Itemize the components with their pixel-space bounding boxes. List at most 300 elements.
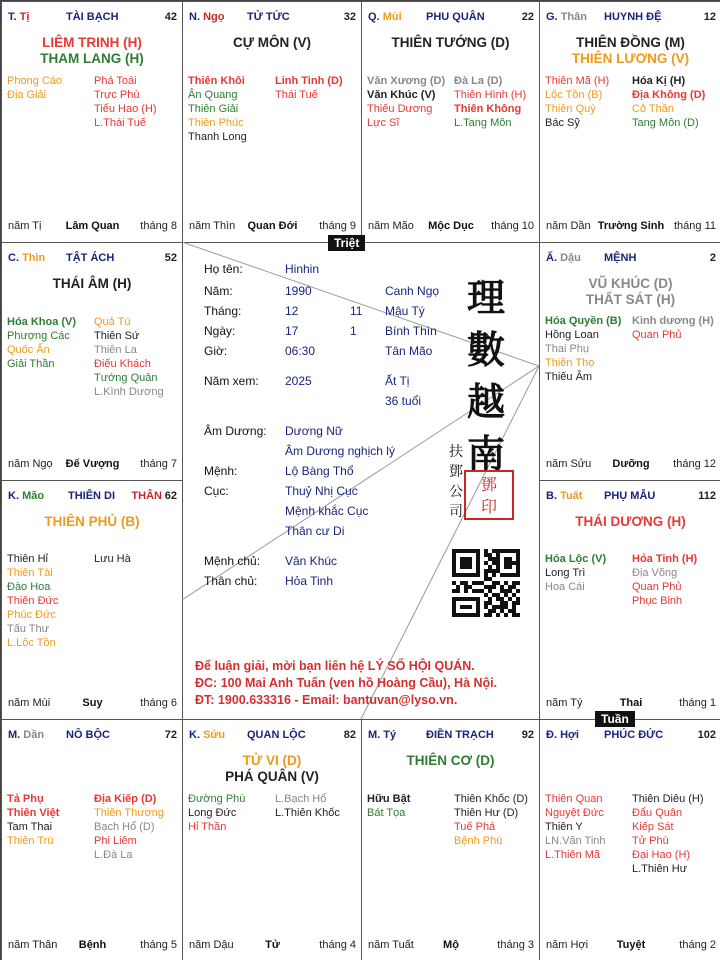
main-star: VŨ KHÚC (D) xyxy=(588,276,673,291)
minor-star: Quan Phủ xyxy=(632,329,682,341)
tuoi: 36 tuổi xyxy=(385,394,422,408)
minor-stars-left xyxy=(545,74,609,130)
minor-star: Thiếu Dương xyxy=(367,103,433,115)
minor-star: Thái Tuế xyxy=(275,89,318,101)
minor-star: Bát Tọa xyxy=(367,807,406,819)
minor-star: Lộc Tồn (B) xyxy=(545,89,603,101)
palace-year: năm Dậu xyxy=(189,939,234,951)
palace-name: PHỤ MẪU xyxy=(604,490,656,502)
truong-sinh: Bệnh xyxy=(78,939,107,951)
palace-name: PHÚC ĐỨC xyxy=(604,729,664,741)
palace-can: B. xyxy=(546,490,557,502)
main-star: THIÊN PHỦ (B) xyxy=(44,514,140,529)
palace-than[interactable] xyxy=(539,1,720,243)
minor-star: Đường Phù xyxy=(188,793,246,805)
palace-header xyxy=(368,11,534,25)
contact-line: ĐT: 1900.633316 - Email: bantuvan@lyso.vn. xyxy=(195,693,458,707)
minor-star: Thanh Long xyxy=(188,131,247,143)
minor-star: Đại Hao (H) xyxy=(632,849,691,861)
palace-ngo[interactable] xyxy=(182,1,362,243)
minor-star: Lực Sĩ xyxy=(367,117,400,129)
palace-can: K. xyxy=(8,490,19,502)
palace-name: MỆNH xyxy=(604,252,637,264)
minor-stars-right xyxy=(632,792,704,876)
palace-can-chi xyxy=(8,252,45,264)
palace-chi: Sửu xyxy=(203,729,226,741)
minor-star: Giải Thần xyxy=(7,358,55,370)
minor-star: Thiên Mã (H) xyxy=(545,75,610,87)
menhchu-label: Mệnh chủ: xyxy=(204,554,261,568)
truong-sinh: Tử xyxy=(265,939,280,951)
minor-star: Trực Phù xyxy=(94,89,140,101)
truong-sinh: Dưỡng xyxy=(612,458,650,470)
palace-chi: Tị xyxy=(19,11,30,23)
ngay-label: Ngày: xyxy=(204,324,236,338)
palace-name: ĐIỀN TRẠCH xyxy=(426,729,494,741)
palace-name: QUAN LỘC xyxy=(247,729,306,741)
minor-stars-left xyxy=(7,792,59,848)
thanchu-label: Thân chủ: xyxy=(204,574,258,588)
minor-star: Thiên Đức xyxy=(7,595,59,607)
minor-star: Thiên Hình (H) xyxy=(454,89,527,101)
minor-star: Quốc Ấn xyxy=(7,344,50,356)
main-star: THIÊN ĐỒNG (M) xyxy=(576,35,685,50)
truong-sinh: Thai xyxy=(619,697,643,709)
palace-age: 62 xyxy=(164,490,177,502)
small-char: 鄧 xyxy=(449,464,463,480)
cuc1: Thuỷ Nhị Cục xyxy=(285,484,358,498)
minor-stars-right xyxy=(632,552,697,608)
cuc-label: Cục: xyxy=(204,484,229,498)
minor-stars-right xyxy=(94,552,131,566)
palace-can-chi xyxy=(8,729,44,741)
palace-chi: Hợi xyxy=(560,729,579,741)
minor-star: Thiên Diêu (H) xyxy=(632,793,704,805)
minor-star: L.Đà La xyxy=(94,849,133,861)
minor-star: Hóa Khoa (V) xyxy=(7,316,77,328)
minor-stars-left xyxy=(7,315,76,371)
palace-year: năm Tuất xyxy=(368,939,414,951)
minor-star: Long Đức xyxy=(188,807,237,819)
namxem-label: Năm xem: xyxy=(204,374,259,388)
minor-star: Cô Thần xyxy=(632,103,674,115)
minor-star: Thiên Tài xyxy=(7,567,53,579)
main-stars xyxy=(2,276,182,292)
minor-star: L.Bạch Hổ xyxy=(275,793,327,805)
palace-chi: Mão xyxy=(22,490,45,502)
palace-dan[interactable] xyxy=(1,719,183,960)
main-stars xyxy=(362,35,539,51)
minor-star: Bạch Hổ (D) xyxy=(94,821,155,833)
palace-header xyxy=(189,729,356,743)
main-stars xyxy=(540,35,720,67)
palace-suu[interactable] xyxy=(182,719,362,960)
palace-age: 32 xyxy=(343,11,356,23)
minor-stars-right xyxy=(275,792,340,820)
minor-star: Tử Phù xyxy=(632,835,669,847)
menhchu: Văn Khúc xyxy=(285,554,338,568)
palace-chi: Tuất xyxy=(560,490,583,502)
minor-star: Phúc Đức xyxy=(7,609,56,621)
thang: 12 xyxy=(285,304,299,318)
main-stars xyxy=(2,514,182,530)
minor-stars-right xyxy=(454,74,526,130)
truong-sinh: Quan Đới xyxy=(247,220,298,232)
main-stars xyxy=(540,514,720,530)
minor-star: L.Tang Môn xyxy=(454,117,512,129)
main-star: THIÊN CƠ (D) xyxy=(406,753,495,768)
palace-header xyxy=(8,11,177,25)
minor-star: Thiếu Âm xyxy=(545,371,593,383)
palace-footer xyxy=(8,458,177,472)
palace-footer xyxy=(546,697,716,711)
palace-year: năm Thìn xyxy=(189,220,236,232)
main-star: LIÊM TRINH (H) xyxy=(42,35,142,50)
tuan-badge: Tuần xyxy=(595,711,635,727)
palace-chi: Thìn xyxy=(22,252,46,264)
truong-sinh: Tuyệt xyxy=(616,939,646,951)
palace-can-chi xyxy=(368,11,402,23)
palace-footer xyxy=(189,220,356,234)
minor-stars-right xyxy=(454,792,528,848)
thang-am: 11 xyxy=(350,304,363,318)
cuc3: Thân cư Di xyxy=(285,524,345,538)
minor-star: Hóa Kị (H) xyxy=(632,75,686,87)
calligraphy-char: 越 xyxy=(467,379,506,424)
palace-age: 52 xyxy=(164,252,177,264)
palace-year: năm Tý xyxy=(546,697,583,709)
minor-star: Kình dương (H) xyxy=(632,315,714,327)
small-char: 公 xyxy=(449,484,463,500)
minor-stars-left xyxy=(7,74,62,102)
minor-star: Văn Khúc (V) xyxy=(367,89,436,101)
palace-footer xyxy=(546,220,716,234)
minor-star: Thiên Khốc (D) xyxy=(454,793,528,805)
main-stars xyxy=(2,35,182,67)
palace-age: 102 xyxy=(697,729,716,741)
palace-than-marker: THÂN xyxy=(131,490,162,502)
palace-month: tháng 3 xyxy=(497,939,534,951)
minor-star: L.Thái Tuế xyxy=(94,117,146,129)
palace-ty[interactable] xyxy=(361,719,540,960)
namxem-cc: Ất Tị xyxy=(385,374,410,388)
minor-star: Hỏa Tinh (H) xyxy=(632,553,698,565)
palace-year: năm Sửu xyxy=(546,458,592,470)
minor-star: Thiên Thương xyxy=(94,807,165,819)
ho-ten-label: Họ tên: xyxy=(204,262,243,276)
minor-star: Hỉ Thần xyxy=(188,821,227,833)
main-stars xyxy=(183,35,361,51)
minor-star: Đà La (D) xyxy=(454,75,503,87)
palace-can-chi xyxy=(546,490,582,502)
minor-star: Hữu Bật xyxy=(367,793,411,805)
center-info xyxy=(182,242,539,719)
palace-footer xyxy=(8,697,177,711)
minor-star: Hóa Quyền (B) xyxy=(545,315,622,327)
truong-sinh: Trường Sinh xyxy=(597,220,665,232)
minor-star: Tấu Thư xyxy=(7,623,50,635)
main-star: TỬ VI (D) xyxy=(242,753,302,768)
minor-star: LN.Văn Tinh xyxy=(545,835,606,847)
minor-star: Đẩu Quân xyxy=(632,807,683,819)
minor-stars-left xyxy=(367,74,445,130)
namxem: 2025 xyxy=(285,374,312,388)
minor-star: Thiên Sứ xyxy=(94,330,140,342)
palace-chi: Dậu xyxy=(560,252,581,264)
contact-line: ĐC: 100 Mai Anh Tuấn (ven hồ Hoàng Cầu), Hà Nội. xyxy=(195,676,498,690)
palace-month: tháng 4 xyxy=(319,939,356,951)
truong-sinh: Suy xyxy=(82,697,103,709)
minor-star: Hồng Loan xyxy=(545,329,599,341)
small-char: 扶 xyxy=(449,444,463,460)
minor-star: Thiên Việt xyxy=(7,807,60,819)
palace-header xyxy=(546,729,716,743)
main-star: THIÊN LƯƠNG (V) xyxy=(571,51,690,66)
palace-name: HUYNH ĐỆ xyxy=(604,11,662,23)
minor-star: Thiên Trù xyxy=(7,835,54,847)
palace-age: 92 xyxy=(521,729,534,741)
palace-month: tháng 10 xyxy=(491,220,534,232)
main-star: THAM LANG (H) xyxy=(40,51,144,66)
palace-chi: Mùi xyxy=(382,11,402,23)
palace-year: năm Mão xyxy=(368,220,414,232)
minor-stars-left xyxy=(545,314,621,384)
minor-star: Kiếp Sát xyxy=(632,821,674,833)
minor-stars-left xyxy=(7,552,58,650)
minor-star: Thiên Không xyxy=(454,103,522,115)
main-stars xyxy=(540,276,720,308)
calligraphy-char: 數 xyxy=(467,327,506,372)
palace-name: PHU QUÂN xyxy=(426,11,485,23)
palace-footer xyxy=(368,220,534,234)
minor-star: Ân Quang xyxy=(188,89,238,101)
ngay: 17 xyxy=(285,324,299,338)
minor-star: Phượng Các xyxy=(7,330,70,342)
palace-year: năm Mùi xyxy=(8,697,51,709)
ho-ten: Hinhin xyxy=(285,262,320,276)
minor-star: Thiên Hỉ xyxy=(7,553,48,565)
ngay-am: 1 xyxy=(350,324,357,338)
palace-month: tháng 6 xyxy=(140,697,177,709)
palace-footer xyxy=(546,939,716,953)
minor-stars-left xyxy=(188,792,245,834)
main-star: CỰ MÔN (V) xyxy=(233,35,311,50)
palace-month: tháng 8 xyxy=(140,220,177,232)
minor-star: Điếu Khách xyxy=(94,358,151,370)
minor-star: Bệnh Phù xyxy=(454,835,503,847)
minor-star: Địa Võng xyxy=(632,567,678,579)
palace-month: tháng 12 xyxy=(673,458,716,470)
palace-year: năm Thân xyxy=(8,939,58,951)
palace-age: 112 xyxy=(698,490,716,502)
palace-name: TẬT ÁCH xyxy=(66,252,115,264)
palace-can-chi xyxy=(189,729,225,741)
palace-month: tháng 2 xyxy=(679,939,716,951)
palace-dau[interactable] xyxy=(539,242,720,481)
minor-star: Tuế Phá xyxy=(454,821,496,833)
minor-stars-left xyxy=(367,792,410,820)
nam: 1990 xyxy=(285,284,312,298)
minor-star: Quả Tú xyxy=(94,316,131,328)
menh: Lộ Bàng Thổ xyxy=(285,464,354,478)
cuc2: Mệnh khắc Cục xyxy=(285,504,369,518)
palace-footer xyxy=(8,939,177,953)
minor-star: Tiểu Hao (H) xyxy=(94,103,157,115)
palace-month: tháng 11 xyxy=(673,220,716,232)
thanchu: Hỏa Tinh xyxy=(285,574,334,588)
minor-star: Tả Phụ xyxy=(7,793,44,805)
palace-can-chi xyxy=(546,729,579,741)
palace-footer xyxy=(8,220,177,234)
triet-badge: Triệt xyxy=(328,235,365,251)
truong-sinh: Mộ xyxy=(443,939,459,951)
palace-can: M. xyxy=(368,729,381,741)
nam-label: Năm: xyxy=(204,284,233,298)
palace-header xyxy=(546,252,716,266)
main-star: THÁI DƯƠNG (H) xyxy=(575,514,686,529)
gio: 06:30 xyxy=(285,344,316,358)
palace-can-chi xyxy=(546,11,587,23)
palace-year: năm Tị xyxy=(8,220,42,232)
main-stars xyxy=(183,753,361,785)
minor-stars-left xyxy=(188,74,247,144)
minor-stars-right xyxy=(632,314,714,342)
ngay-cc: Bính Thìn xyxy=(385,324,437,338)
minor-star: Linh Tinh (D) xyxy=(275,75,343,87)
truong-sinh: Đế Vượng xyxy=(65,458,120,470)
minor-star: Tướng Quân xyxy=(94,372,158,384)
palace-header xyxy=(8,490,177,504)
minor-star: Phong Cáo xyxy=(7,75,63,87)
minor-stars-right xyxy=(94,792,164,862)
palace-tuat[interactable] xyxy=(539,480,720,720)
minor-stars-left xyxy=(545,792,606,862)
palace-header xyxy=(189,11,356,25)
minor-star: Thiên Thọ xyxy=(545,357,595,369)
minor-star: L.Kình Dương xyxy=(94,386,164,398)
red-seal-icon: 鄧 印 xyxy=(464,470,514,520)
thang-label: Tháng: xyxy=(204,304,242,318)
main-stars xyxy=(362,753,539,769)
minor-star: Thiên Hư (D) xyxy=(454,807,519,819)
minor-star: L.Thiên Mã xyxy=(545,849,601,861)
main-star: THIÊN TƯỚNG (D) xyxy=(391,35,510,50)
palace-age: 22 xyxy=(521,11,534,23)
palace-header xyxy=(8,252,177,266)
palace-chi: Tý xyxy=(383,729,397,741)
palace-footer xyxy=(368,939,534,953)
palace-age: 12 xyxy=(703,11,716,23)
minor-star: Tam Thai xyxy=(7,821,53,833)
main-star: PHÁ QUÂN (V) xyxy=(225,769,319,784)
palace-age: 82 xyxy=(343,729,356,741)
nam-cc: Canh Ngọ xyxy=(385,284,440,298)
minor-star: Thiên Y xyxy=(545,821,583,833)
palace-can: M. xyxy=(8,729,21,741)
minor-star: Thiên Quan xyxy=(545,793,603,805)
minor-star: Quan Phủ xyxy=(632,581,682,593)
minor-star: Hóa Lộc (V) xyxy=(545,553,607,565)
minor-stars-right xyxy=(632,74,705,130)
minor-star: Long Trì xyxy=(545,567,586,579)
minor-stars-right xyxy=(275,74,343,102)
minor-star: Lưu Hà xyxy=(94,553,131,565)
palace-year: năm Hợi xyxy=(546,939,589,951)
palace-can: G. xyxy=(546,11,558,23)
palace-can-chi xyxy=(8,11,29,23)
palace-header xyxy=(8,729,177,743)
palace-chi: Dần xyxy=(23,729,45,741)
palace-year: năm Ngọ xyxy=(8,458,53,470)
minor-star: Phục Binh xyxy=(632,595,683,607)
palace-can: Ấ. xyxy=(546,252,557,264)
calligraphy-char: 南 xyxy=(467,431,506,476)
menh-label: Mệnh: xyxy=(204,464,238,478)
truong-sinh: Mộc Dục xyxy=(428,220,474,232)
minor-star: Thiên Quý xyxy=(545,103,596,115)
minor-star: Văn Xương (D) xyxy=(367,75,446,87)
palace-hoi[interactable] xyxy=(539,719,720,960)
palace-mui[interactable] xyxy=(361,1,540,243)
minor-star: Thiên Giải xyxy=(188,103,239,115)
gio-cc: Tân Mão xyxy=(385,344,433,358)
minor-star: Thiên La xyxy=(94,344,137,356)
palace-name: TỬ TỨC xyxy=(247,11,290,23)
minor-stars-right xyxy=(94,74,157,130)
palace-can: Đ. xyxy=(546,729,557,741)
palace-name: THIÊN DI xyxy=(68,490,116,502)
minor-star: Thiên Phúc xyxy=(188,117,244,129)
calligraphy xyxy=(467,272,505,480)
minor-star: L.Thiên Hư xyxy=(632,863,688,875)
minor-star: Đào Hoa xyxy=(7,581,51,593)
palace-header xyxy=(546,490,716,504)
minor-star: Địa Không (D) xyxy=(632,89,706,101)
palace-ti[interactable] xyxy=(1,1,183,243)
palace-footer xyxy=(189,939,356,953)
palace-can-chi xyxy=(546,252,581,264)
minor-star: Thai Phụ xyxy=(545,343,590,355)
palace-can: T. xyxy=(8,11,17,23)
palace-thin[interactable] xyxy=(1,242,183,481)
minor-star: Phi Liêm xyxy=(94,835,137,847)
palace-can-chi xyxy=(189,11,224,23)
qr-code-icon[interactable] xyxy=(452,549,520,617)
palace-footer xyxy=(546,458,716,472)
palace-mao[interactable] xyxy=(1,480,183,720)
palace-month: tháng 5 xyxy=(140,939,177,951)
palace-month: tháng 9 xyxy=(319,220,356,232)
palace-chi: Ngọ xyxy=(203,11,225,23)
palace-month: tháng 1 xyxy=(679,697,716,709)
truong-sinh: Lâm Quan xyxy=(65,220,120,232)
minor-star: Thiên Khôi xyxy=(188,75,245,87)
small-char: 司 xyxy=(449,504,463,520)
palace-can: Q. xyxy=(368,11,380,23)
main-star: THẤT SÁT (H) xyxy=(585,292,676,307)
minor-star: Hoa Cái xyxy=(545,581,585,593)
minor-star: Bác Sỹ xyxy=(545,117,580,129)
minor-star: Địa Giải xyxy=(7,89,47,101)
palace-age: 42 xyxy=(164,11,177,23)
amduong-label: Âm Dương: xyxy=(204,424,267,438)
palace-can-chi xyxy=(368,729,396,741)
palace-name: TÀI BẠCH xyxy=(66,11,119,23)
palace-age: 72 xyxy=(164,729,177,741)
thang-cc: Mậu Tý xyxy=(385,304,425,318)
minor-star: Phá Toái xyxy=(94,75,137,87)
amduong1: Dương Nữ xyxy=(285,424,343,438)
